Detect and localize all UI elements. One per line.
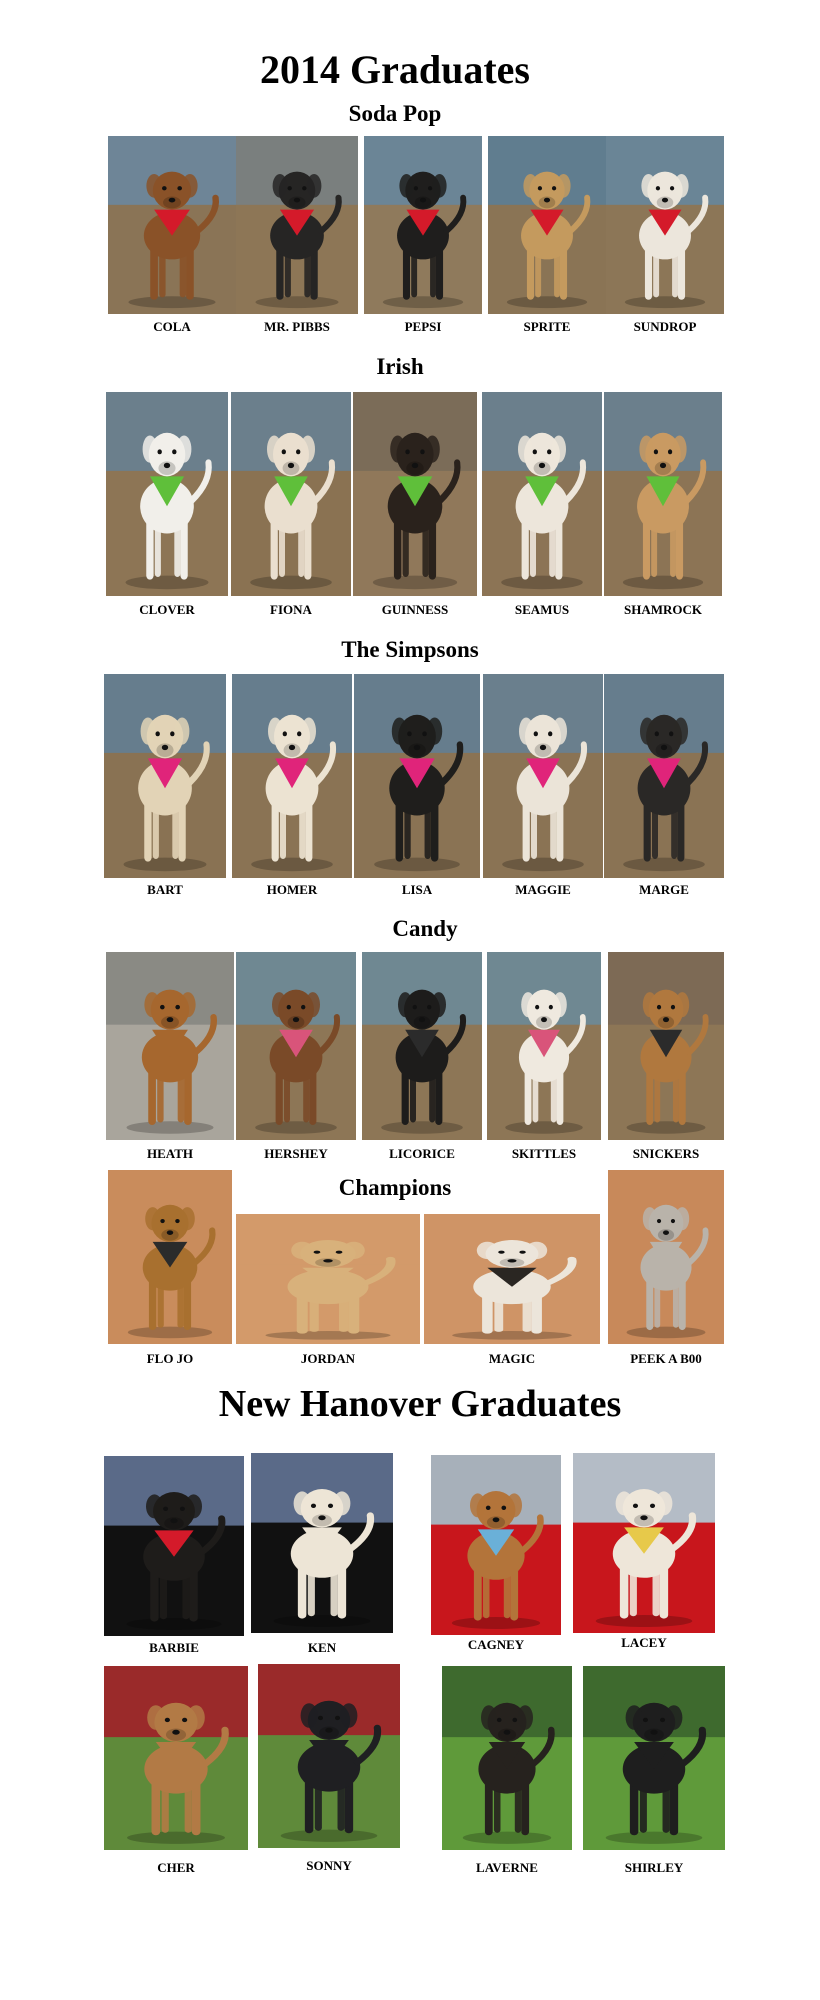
dog-photo-peek-a-b00: [608, 1170, 724, 1344]
dog-photo-svg: [232, 674, 352, 878]
dog-photo-svg: [604, 674, 724, 878]
dog-photo-svg: [353, 392, 477, 596]
dog-photo-svg: [104, 1456, 244, 1636]
dog-photo-pepsi: [364, 136, 482, 314]
dog-name-cher: CHER: [157, 1860, 195, 1875]
dog-photo-svg: [251, 1453, 393, 1633]
dog-photo-skittles: [487, 952, 601, 1140]
dog-photo-svg: [483, 674, 603, 878]
group-title-soda-pop: Soda Pop: [348, 101, 442, 126]
dog-photo-maggie: [483, 674, 603, 878]
dog-name-hershey: HERSHEY: [264, 1146, 328, 1161]
dog-photo-svg: [604, 392, 722, 596]
dog-photo-svg: [231, 392, 351, 596]
dog-photo-licorice: [362, 952, 482, 1140]
dog-photo-shamrock: [604, 392, 722, 596]
dog-photo-svg: [106, 392, 228, 596]
dog-name-sprite: SPRITE: [523, 319, 571, 334]
dog-photo-barbie: [104, 1456, 244, 1636]
dog-name-lisa: LISA: [401, 882, 433, 897]
dog-name-clover: CLOVER: [139, 602, 195, 617]
dog-photo-svg: [431, 1455, 561, 1635]
dog-name-cagney: CAGNEY: [467, 1637, 525, 1652]
dog-name-shamrock: SHAMROCK: [624, 602, 702, 617]
dog-photo-svg: [583, 1666, 725, 1850]
dog-photo-svg: [362, 952, 482, 1140]
dog-photo-svg: [364, 136, 482, 314]
dog-name-homer: HOMER: [266, 882, 318, 897]
dog-name-peek-a-b00: PEEK A B00: [630, 1351, 702, 1366]
dog-name-lacey: LACEY: [621, 1635, 667, 1650]
dog-name-seamus: SEAMUS: [514, 602, 570, 617]
group-title-candy: Candy: [392, 916, 458, 941]
dog-photo-sprite: [488, 136, 606, 314]
dog-name-shirley: SHIRLEY: [624, 1860, 684, 1875]
dog-photo-laverne: [442, 1666, 572, 1850]
dog-photo-svg: [108, 1170, 232, 1344]
dog-photo-snickers: [608, 952, 724, 1140]
dog-name-sundrop: SUNDROP: [633, 319, 697, 334]
dog-photo-svg: [488, 136, 606, 314]
dog-photo-jordan: [236, 1214, 420, 1344]
dog-name-sonny: SONNY: [306, 1858, 352, 1873]
dog-name-marge: MARGE: [639, 882, 689, 897]
dog-photo-cola: [108, 136, 236, 314]
dog-name-cola: COLA: [153, 319, 191, 334]
dog-photo-svg: [104, 674, 226, 878]
dog-photo-sundrop: [606, 136, 724, 314]
dog-photo-svg: [354, 674, 480, 878]
dog-name-pepsi: PEPSI: [404, 319, 442, 334]
dog-photo-svg: [608, 952, 724, 1140]
dog-photo-hershey: [236, 952, 356, 1140]
dog-photo-heath: [106, 952, 234, 1140]
dog-photo-guinness: [353, 392, 477, 596]
dog-name-skittles: SKITTLES: [511, 1146, 577, 1161]
dog-name-mr-pibbs: MR. PIBBS: [264, 319, 330, 334]
dog-photo-lisa: [354, 674, 480, 878]
dog-photo-cagney: [431, 1455, 561, 1635]
dog-name-ken: KEN: [307, 1640, 337, 1655]
dog-name-flo-jo: FLO JO: [146, 1351, 194, 1366]
dog-photo-svg: [236, 952, 356, 1140]
dog-photo-bart: [104, 674, 226, 878]
dog-photo-mr-pibbs: [236, 136, 358, 314]
dog-photo-svg: [442, 1666, 572, 1850]
dog-photo-svg: [482, 392, 602, 596]
dog-photo-svg: [236, 136, 358, 314]
dog-name-magic: MAGIC: [488, 1351, 536, 1366]
dog-name-heath: HEATH: [147, 1146, 193, 1161]
dog-name-snickers: SNICKERS: [632, 1146, 700, 1161]
dog-photo-svg: [608, 1170, 724, 1344]
dog-name-maggie: MAGGIE: [515, 882, 571, 897]
dog-name-licorice: LICORICE: [389, 1146, 455, 1161]
group-title-champions: Champions: [338, 1175, 452, 1200]
page-title: 2014 Graduates: [260, 47, 530, 92]
dog-photo-shirley: [583, 1666, 725, 1850]
dog-photo-homer: [232, 674, 352, 878]
dog-photo-svg: [487, 952, 601, 1140]
dog-photo-flo-jo: [108, 1170, 232, 1344]
dog-name-fiona: FIONA: [270, 602, 312, 617]
dog-photo-svg: [236, 1214, 420, 1344]
dog-photo-magic: [424, 1214, 600, 1344]
dog-name-guinness: GUINNESS: [381, 602, 449, 617]
dog-photo-svg: [573, 1453, 715, 1633]
dog-photo-svg: [606, 136, 724, 314]
dog-name-barbie: BARBIE: [149, 1640, 199, 1655]
dog-name-bart: BART: [147, 882, 183, 897]
dog-photo-svg: [424, 1214, 600, 1344]
dog-photo-cher: [104, 1666, 248, 1850]
dog-photo-marge: [604, 674, 724, 878]
dog-photo-svg: [108, 136, 236, 314]
dog-photo-lacey: [573, 1453, 715, 1633]
dog-photo-sonny: [258, 1664, 400, 1848]
dog-photo-seamus: [482, 392, 602, 596]
dog-name-laverne: LAVERNE: [476, 1860, 538, 1875]
dog-photo-ken: [251, 1453, 393, 1633]
dog-photo-svg: [104, 1666, 248, 1850]
group-title-irish: Irish: [376, 354, 424, 379]
dog-photo-svg: [106, 952, 234, 1140]
dog-photo-svg: [258, 1664, 400, 1848]
dog-photo-fiona: [231, 392, 351, 596]
dog-name-jordan: JORDAN: [300, 1351, 356, 1366]
dog-photo-clover: [106, 392, 228, 596]
group-title-simpsons: The Simpsons: [341, 637, 479, 662]
new-hanover-title: New Hanover Graduates: [218, 1383, 622, 1425]
